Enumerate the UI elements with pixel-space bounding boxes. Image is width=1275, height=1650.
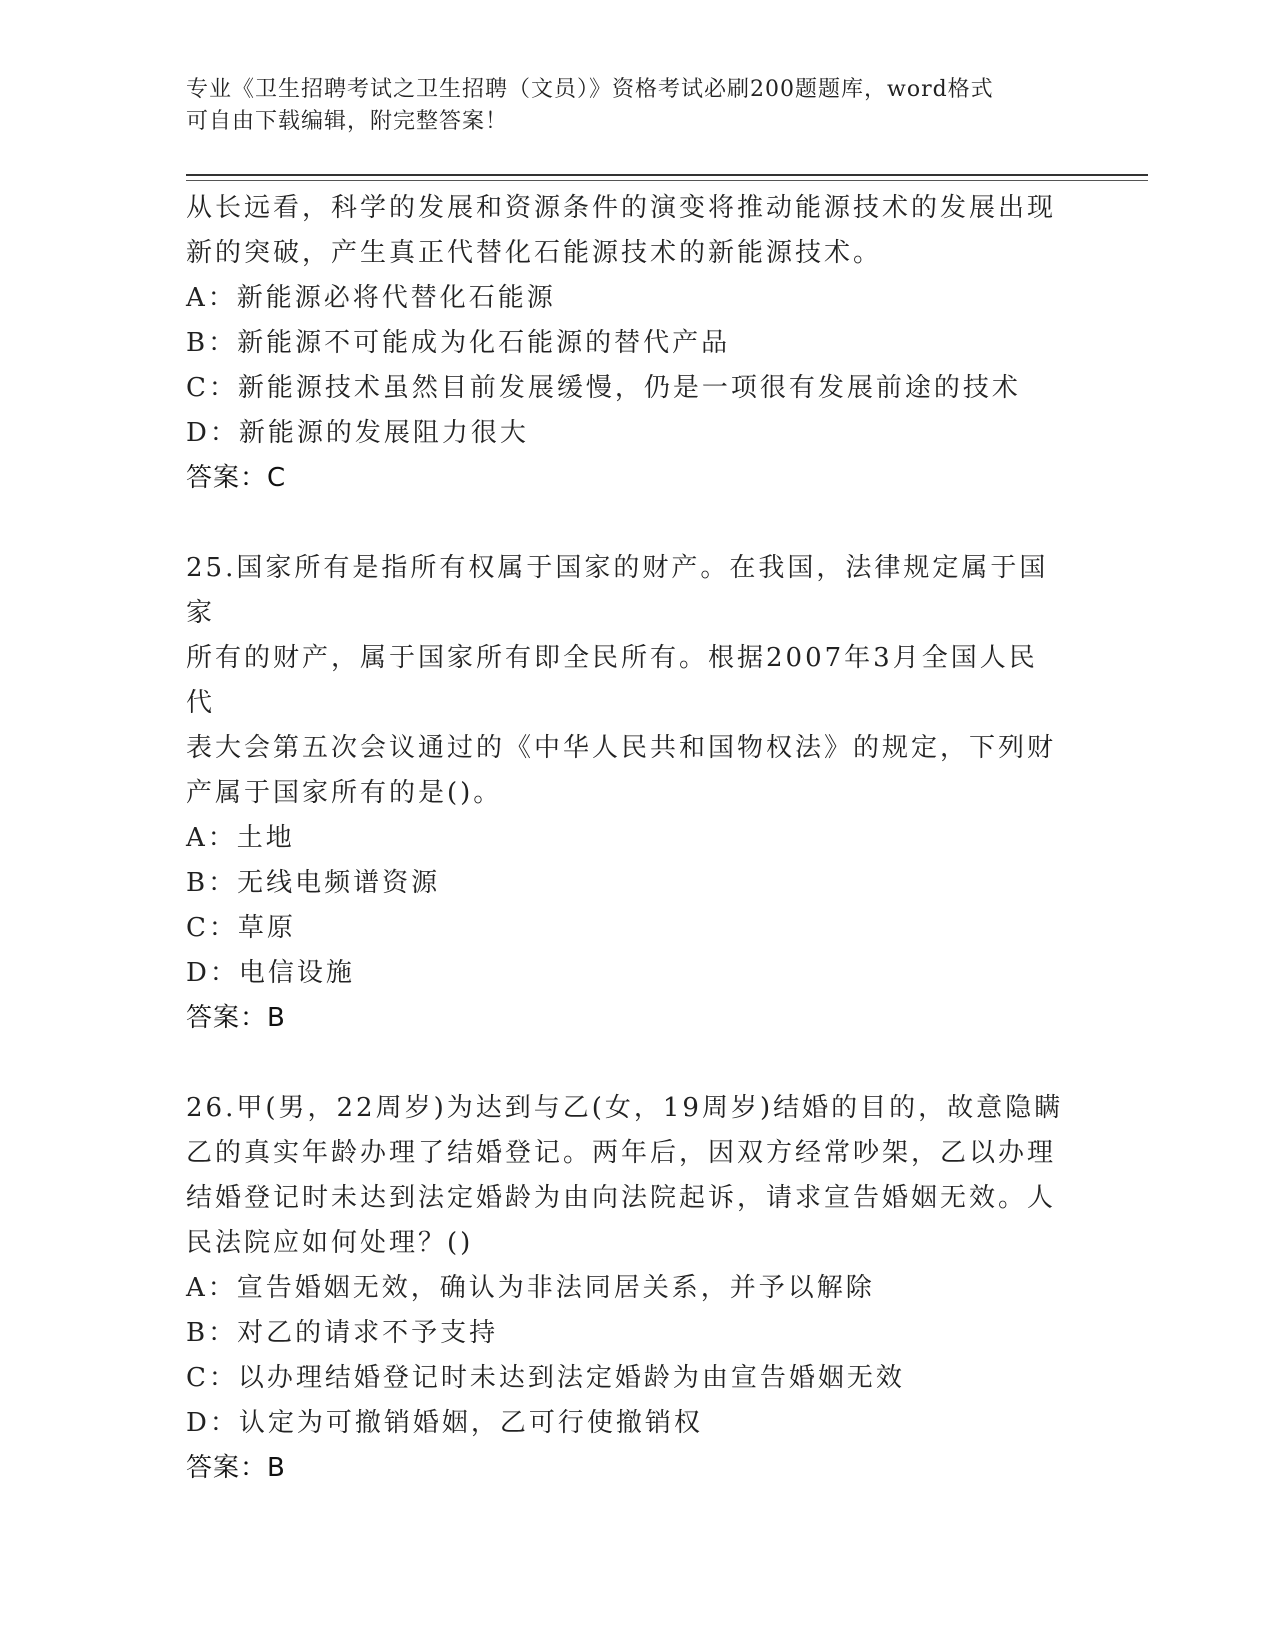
question-stem-line: 26.甲(男，22周岁)为达到与乙(女，19周岁)结婚的目的，故意隐瞒 [186, 1093, 1064, 1123]
question-25 [186, 546, 1066, 1041]
header-divider-thick [186, 174, 1148, 176]
option-b: B：无线电频谱资源 [186, 868, 441, 898]
header-line-2: 可自由下载编辑，附完整答案！ [186, 109, 509, 134]
answer-line: 答案：C [186, 463, 287, 493]
question-stem-line: 乙的真实年龄办理了结婚登记。两年后，因双方经常吵架，乙以办理 [186, 1138, 1057, 1168]
option-b: B：对乙的请求不予支持 [186, 1318, 499, 1348]
option-a: A：新能源必将代替化石能源 [186, 283, 556, 313]
question-26 [186, 1086, 1066, 1491]
header-divider-thin [186, 180, 1148, 181]
option-d: D：新能源的发展阻力很大 [186, 418, 529, 448]
question-stem-line: 25.国家所有是指所有权属于国家的财产。在我国，法律规定属于国家 [186, 553, 1049, 628]
question-24 [186, 186, 1066, 501]
option-d: D：认定为可撤销婚姻，乙可行使撤销权 [186, 1408, 703, 1438]
question-stem-line: 结婚登记时未达到法定婚龄为由向法院起诉，请求宣告婚姻无效。人 [186, 1183, 1057, 1213]
option-d: D：电信设施 [186, 958, 355, 988]
option-c: C：以办理结婚登记时未达到法定婚龄为由宣告婚姻无效 [186, 1363, 905, 1393]
header-line-1: 专业《卫生招聘考试之卫生招聘（文员）》资格考试必刷200题题库，word格式 [186, 77, 994, 102]
option-c: C：草原 [186, 913, 296, 943]
question-stem-line: 民法院应如何处理？() [186, 1228, 474, 1258]
answer-line: 答案：B [186, 1453, 286, 1483]
answer-line: 答案：B [186, 1003, 286, 1033]
question-stem-line: 表大会第五次会议通过的《中华人民共和国物权法》的规定，下列财 [186, 733, 1057, 763]
document-body [186, 186, 1066, 1491]
question-stem-line: 产属于国家所有的是()。 [186, 778, 503, 808]
option-a: A：土地 [186, 823, 295, 853]
question-stem-line: 所有的财产，属于国家所有即全民所有。根据2007年3月全国人民代 [186, 643, 1038, 718]
question-stem-line: 新的突破，产生真正代替化石能源技术的新能源技术。 [186, 238, 883, 268]
option-c: C：新能源技术虽然目前发展缓慢，仍是一项很有发展前途的技术 [186, 373, 1021, 403]
document-header [186, 74, 1066, 138]
option-a: A：宣告婚姻无效，确认为非法同居关系，并予以解除 [186, 1273, 875, 1303]
question-stem-line: 从长远看，科学的发展和资源条件的演变将推动能源技术的发展出现 [186, 193, 1057, 223]
option-b: B：新能源不可能成为化石能源的替代产品 [186, 328, 731, 358]
